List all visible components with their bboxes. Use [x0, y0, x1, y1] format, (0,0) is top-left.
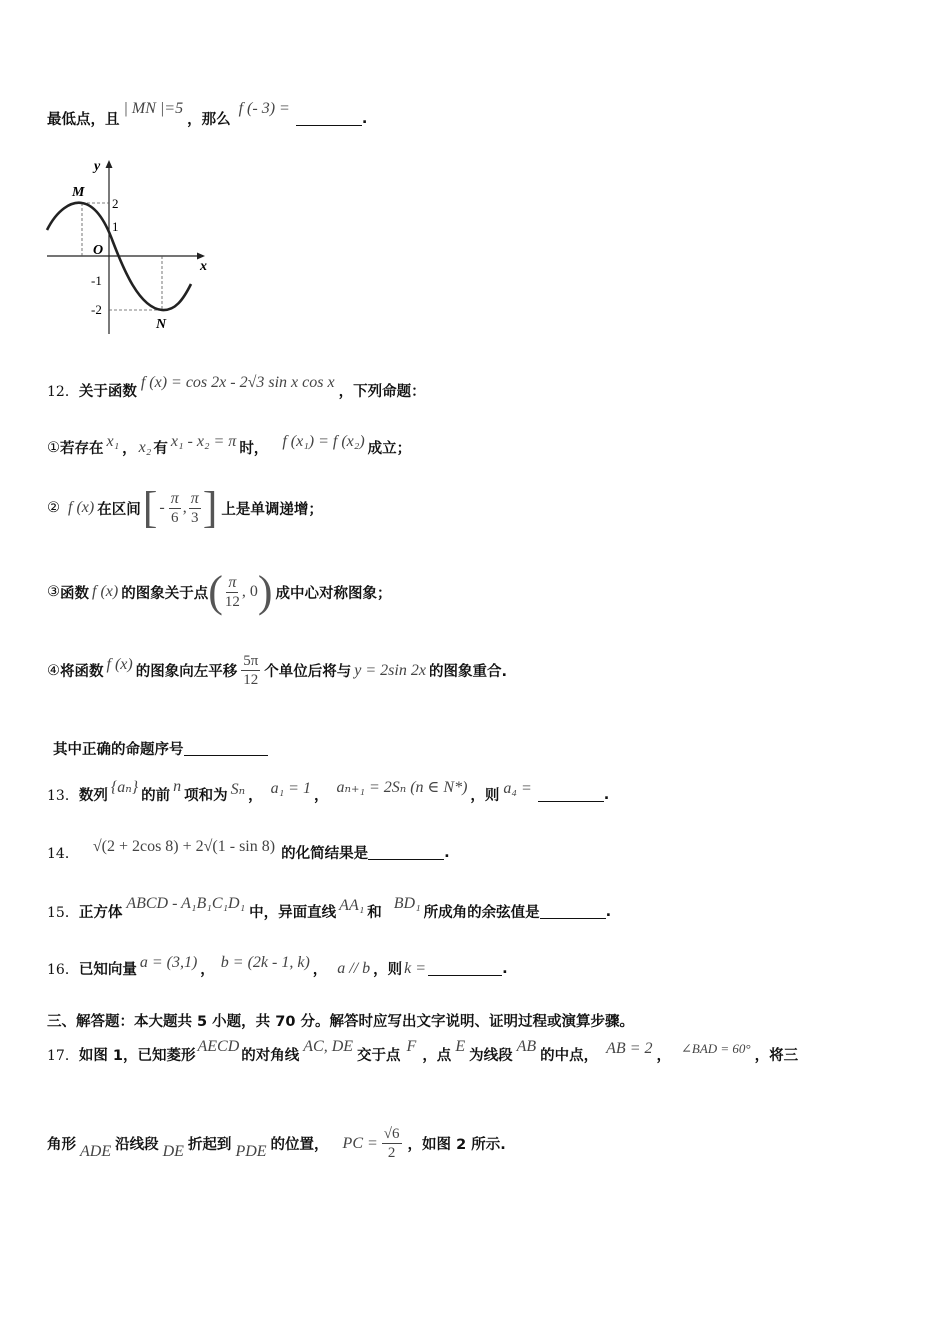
q12-tail: ，下列命题： — [338, 384, 426, 400]
point-n-label: N — [156, 317, 167, 332]
p3-mark: ③ — [47, 584, 60, 600]
q12-lead: 关于函数 — [78, 384, 137, 400]
tick-minus-1: -1 — [91, 273, 102, 288]
p1-text-1: 若存在 — [60, 441, 104, 457]
q17-pc-denominator: 2 — [387, 1145, 396, 1161]
y-axis-label: y — [94, 159, 101, 174]
q17-l2-text-3: 折起到 — [187, 1137, 232, 1153]
q17-text-3: 交于点 — [357, 1048, 401, 1064]
q17-pc: PC = — [342, 1134, 378, 1152]
q17-point-f: F — [406, 1037, 417, 1055]
section-3-heading — [47, 1010, 634, 1031]
question-17-line-1 — [47, 1037, 799, 1065]
q16-text-2: ，则 — [373, 962, 403, 978]
q17-rhombus: AECD — [197, 1037, 240, 1055]
q16-vector-b: b = (2k - 1, k) — [220, 953, 310, 971]
p2-function: f (x) — [68, 499, 95, 516]
p1-sep: ， — [122, 441, 137, 457]
answer-blank-11 — [296, 111, 362, 126]
q16-sep-2: ， — [312, 962, 328, 978]
point-zero: , 0 — [241, 583, 258, 600]
correct-propositions-line — [53, 738, 268, 759]
q13-text-1: 数列 — [78, 788, 108, 804]
q17-sep: ， — [656, 1048, 671, 1064]
p2-mark: ② — [47, 500, 60, 516]
p3-text-3: 成中心对称图象； — [275, 585, 392, 602]
q15-text-2: 中，异面直线 — [249, 905, 337, 921]
q17-pc-fraction — [382, 1125, 402, 1162]
q16-number: 16． — [47, 961, 79, 978]
section-3-text: 三、解答题：本大题共 5 小题，共 70 分。解答时应写出文字说明、证明过程或演算步骤。 — [47, 1014, 634, 1030]
p4-function: f (x) — [106, 655, 133, 673]
point-left-paren: ( — [208, 567, 223, 616]
p1-mark: ① — [47, 439, 60, 456]
p3-text-2: 的图象关于点 — [121, 585, 209, 602]
q15-end: . — [605, 903, 612, 920]
q16-sep-1: ， — [200, 962, 215, 978]
answer-blank-13 — [538, 787, 604, 802]
q13-a1: a₁ = 1 — [270, 779, 311, 797]
proposition-3 — [47, 567, 392, 616]
q17-text-2: 的对角线 — [241, 1048, 300, 1064]
q12-function: f (x) = cos 2x - 2√3 sin x cos x — [140, 373, 335, 391]
interval-right-numerator: π — [190, 489, 199, 507]
q16-parallel: a // b — [337, 959, 371, 977]
q13-n: n — [173, 777, 182, 795]
q13-sep-2: ， — [313, 788, 329, 804]
q15-cube: ABCD - A₁B₁C₁D₁ — [126, 894, 246, 912]
q17-text-6: 的中点， — [540, 1048, 599, 1064]
question-13 — [47, 777, 610, 805]
interval-right-bracket: ] — [202, 483, 218, 532]
y-axis-arrow — [106, 160, 113, 168]
p2-text-2: 上是单调递增； — [221, 501, 323, 518]
q17-segment-ab: AB — [516, 1037, 537, 1055]
p3-function: f (x) — [92, 583, 119, 600]
q13-a4: a₄ = — [503, 779, 532, 797]
proposition-4 — [47, 652, 507, 689]
p1-difference: x₁ - x₂ = π — [170, 432, 237, 450]
q15-text-3: 和 — [367, 905, 382, 921]
q17-triangle-pde: PDE — [235, 1142, 267, 1160]
answer-blank-14 — [368, 845, 444, 860]
q17-text-7: ，将三 — [754, 1048, 799, 1064]
q17-point-e: E — [455, 1037, 466, 1055]
q15-bd1: BD₁ — [393, 894, 421, 912]
q17-text-5: 为线段 — [469, 1048, 513, 1064]
q16-end: . — [502, 960, 508, 977]
p1-text-3: 时， — [239, 441, 269, 457]
shift-denominator: 12 — [243, 672, 259, 688]
q15-number: 15． — [47, 904, 79, 921]
q13-number: 13． — [47, 787, 79, 804]
q16-vector-a: a = (3,1) — [139, 953, 198, 971]
proposition-1 — [47, 432, 412, 458]
interval-left-denominator: 6 — [170, 509, 179, 526]
q13-text-3: 项和为 — [184, 788, 228, 804]
question-15 — [47, 894, 612, 922]
interval-negative-sign: - — [159, 499, 165, 516]
p3-text-1: 函数 — [60, 585, 89, 602]
tick-2: 2 — [112, 196, 119, 211]
q12-number: 12． — [47, 383, 79, 400]
q17-l2-text-1: 角形 — [47, 1137, 76, 1153]
q16-k: k = — [404, 959, 427, 977]
point-denominator: 12 — [224, 593, 240, 610]
p4-text-2: 的图象向左平移 — [135, 664, 238, 680]
question-16 — [47, 953, 508, 979]
q17-ab-length: AB = 2 — [606, 1039, 653, 1057]
question-14 — [47, 837, 450, 863]
p1-equality: f (x₁) = f (x₂) — [282, 432, 365, 450]
q17-triangle-ade: ADE — [80, 1142, 112, 1160]
q17-l2-text-4: 的位置， — [270, 1137, 329, 1153]
p4-text-3: 个单位后将与 — [264, 664, 352, 680]
intro-end: . — [361, 110, 368, 127]
q13-end: . — [603, 786, 610, 803]
tick-1: 1 — [112, 219, 119, 234]
p4-text-4: 的图象重合. — [428, 664, 507, 680]
intro-prefix: 最低点，且 — [47, 112, 120, 128]
q14-text-1: 的化简结果是 — [281, 846, 369, 862]
q17-text-4: ，点 — [422, 1048, 452, 1064]
answer-blank-15 — [540, 904, 606, 919]
p1-text-4: 成立； — [367, 441, 412, 457]
answer-blank-16 — [428, 961, 502, 976]
interval-right-denominator: 3 — [190, 509, 199, 526]
q13-sep-1: ， — [248, 788, 263, 804]
q17-l2-text-5: ，如图 2 所示. — [407, 1137, 506, 1153]
intro-middle: ，那么 — [187, 112, 231, 128]
p4-target-function: y = 2sin 2x — [354, 661, 426, 679]
q17-text-1: 如图 1，已知菱形 — [78, 1048, 196, 1064]
p2-text-1: 在区间 — [97, 501, 141, 518]
p1-text-2: 有 — [153, 441, 168, 457]
point-fraction — [225, 574, 240, 611]
q13-sequence: {aₙ} — [110, 778, 139, 796]
p1-x2: x₂ — [138, 438, 152, 456]
q14-end: . — [444, 844, 450, 861]
p4-text-1: 将函数 — [60, 664, 104, 680]
q14-number: 14． — [47, 845, 79, 862]
origin-label: O — [93, 243, 104, 258]
proposition-2 — [47, 483, 323, 532]
q17-segment-de: DE — [162, 1142, 184, 1160]
q13-recurrence: aₙ₊₁ = 2Sₙ (n ∈ N*) — [336, 778, 468, 796]
answer-blank-12 — [184, 741, 268, 756]
q15-text-1: 正方体 — [78, 905, 123, 921]
x-axis-label: x — [200, 259, 207, 274]
q14-expression: √(2 + 2cos 8) + 2√(1 - sin 8) — [92, 837, 276, 855]
point-m-label: M — [72, 185, 85, 200]
interval-right-fraction — [189, 490, 201, 527]
q13-sn: Sₙ — [230, 780, 246, 798]
f-minus3-expression: f (- 3) = — [238, 99, 290, 117]
point-numerator: π — [228, 573, 237, 591]
point-right-paren: ) — [257, 567, 273, 616]
correct-text: 其中正确的命题序号 — [53, 742, 184, 758]
tick-minus-2: -2 — [91, 302, 102, 317]
q16-text-1: 已知向量 — [78, 962, 137, 978]
q17-number: 17． — [47, 1047, 79, 1064]
q15-text-4: 所成角的余弦值是 — [423, 905, 540, 921]
q15-aa1: AA₁ — [339, 896, 365, 914]
sine-graph — [43, 150, 218, 340]
interval-left-numerator: π — [170, 489, 179, 507]
shift-numerator: 5π — [243, 653, 259, 669]
interval-left-bracket: [ — [142, 483, 158, 532]
p1-x1: x₁ — [106, 432, 120, 450]
question-12 — [47, 373, 426, 401]
q17-pc-numerator: √6 — [383, 1126, 400, 1142]
mn-expression: | MN |=5 — [123, 99, 184, 117]
q17-diagonals: AC, DE — [303, 1037, 354, 1055]
shift-fraction — [241, 652, 260, 689]
p4-mark: ④ — [47, 662, 60, 679]
interval-comma: , — [182, 499, 187, 516]
interval-left-fraction — [169, 490, 181, 527]
q17-angle: ∠BAD = 60° — [680, 1040, 751, 1056]
q17-l2-text-2: 沿线段 — [115, 1137, 159, 1153]
q13-text-2: 的前 — [141, 788, 171, 804]
intro-line — [47, 99, 368, 129]
question-17-line-2 — [47, 1125, 506, 1162]
q13-text-4: ，则 — [470, 788, 500, 804]
